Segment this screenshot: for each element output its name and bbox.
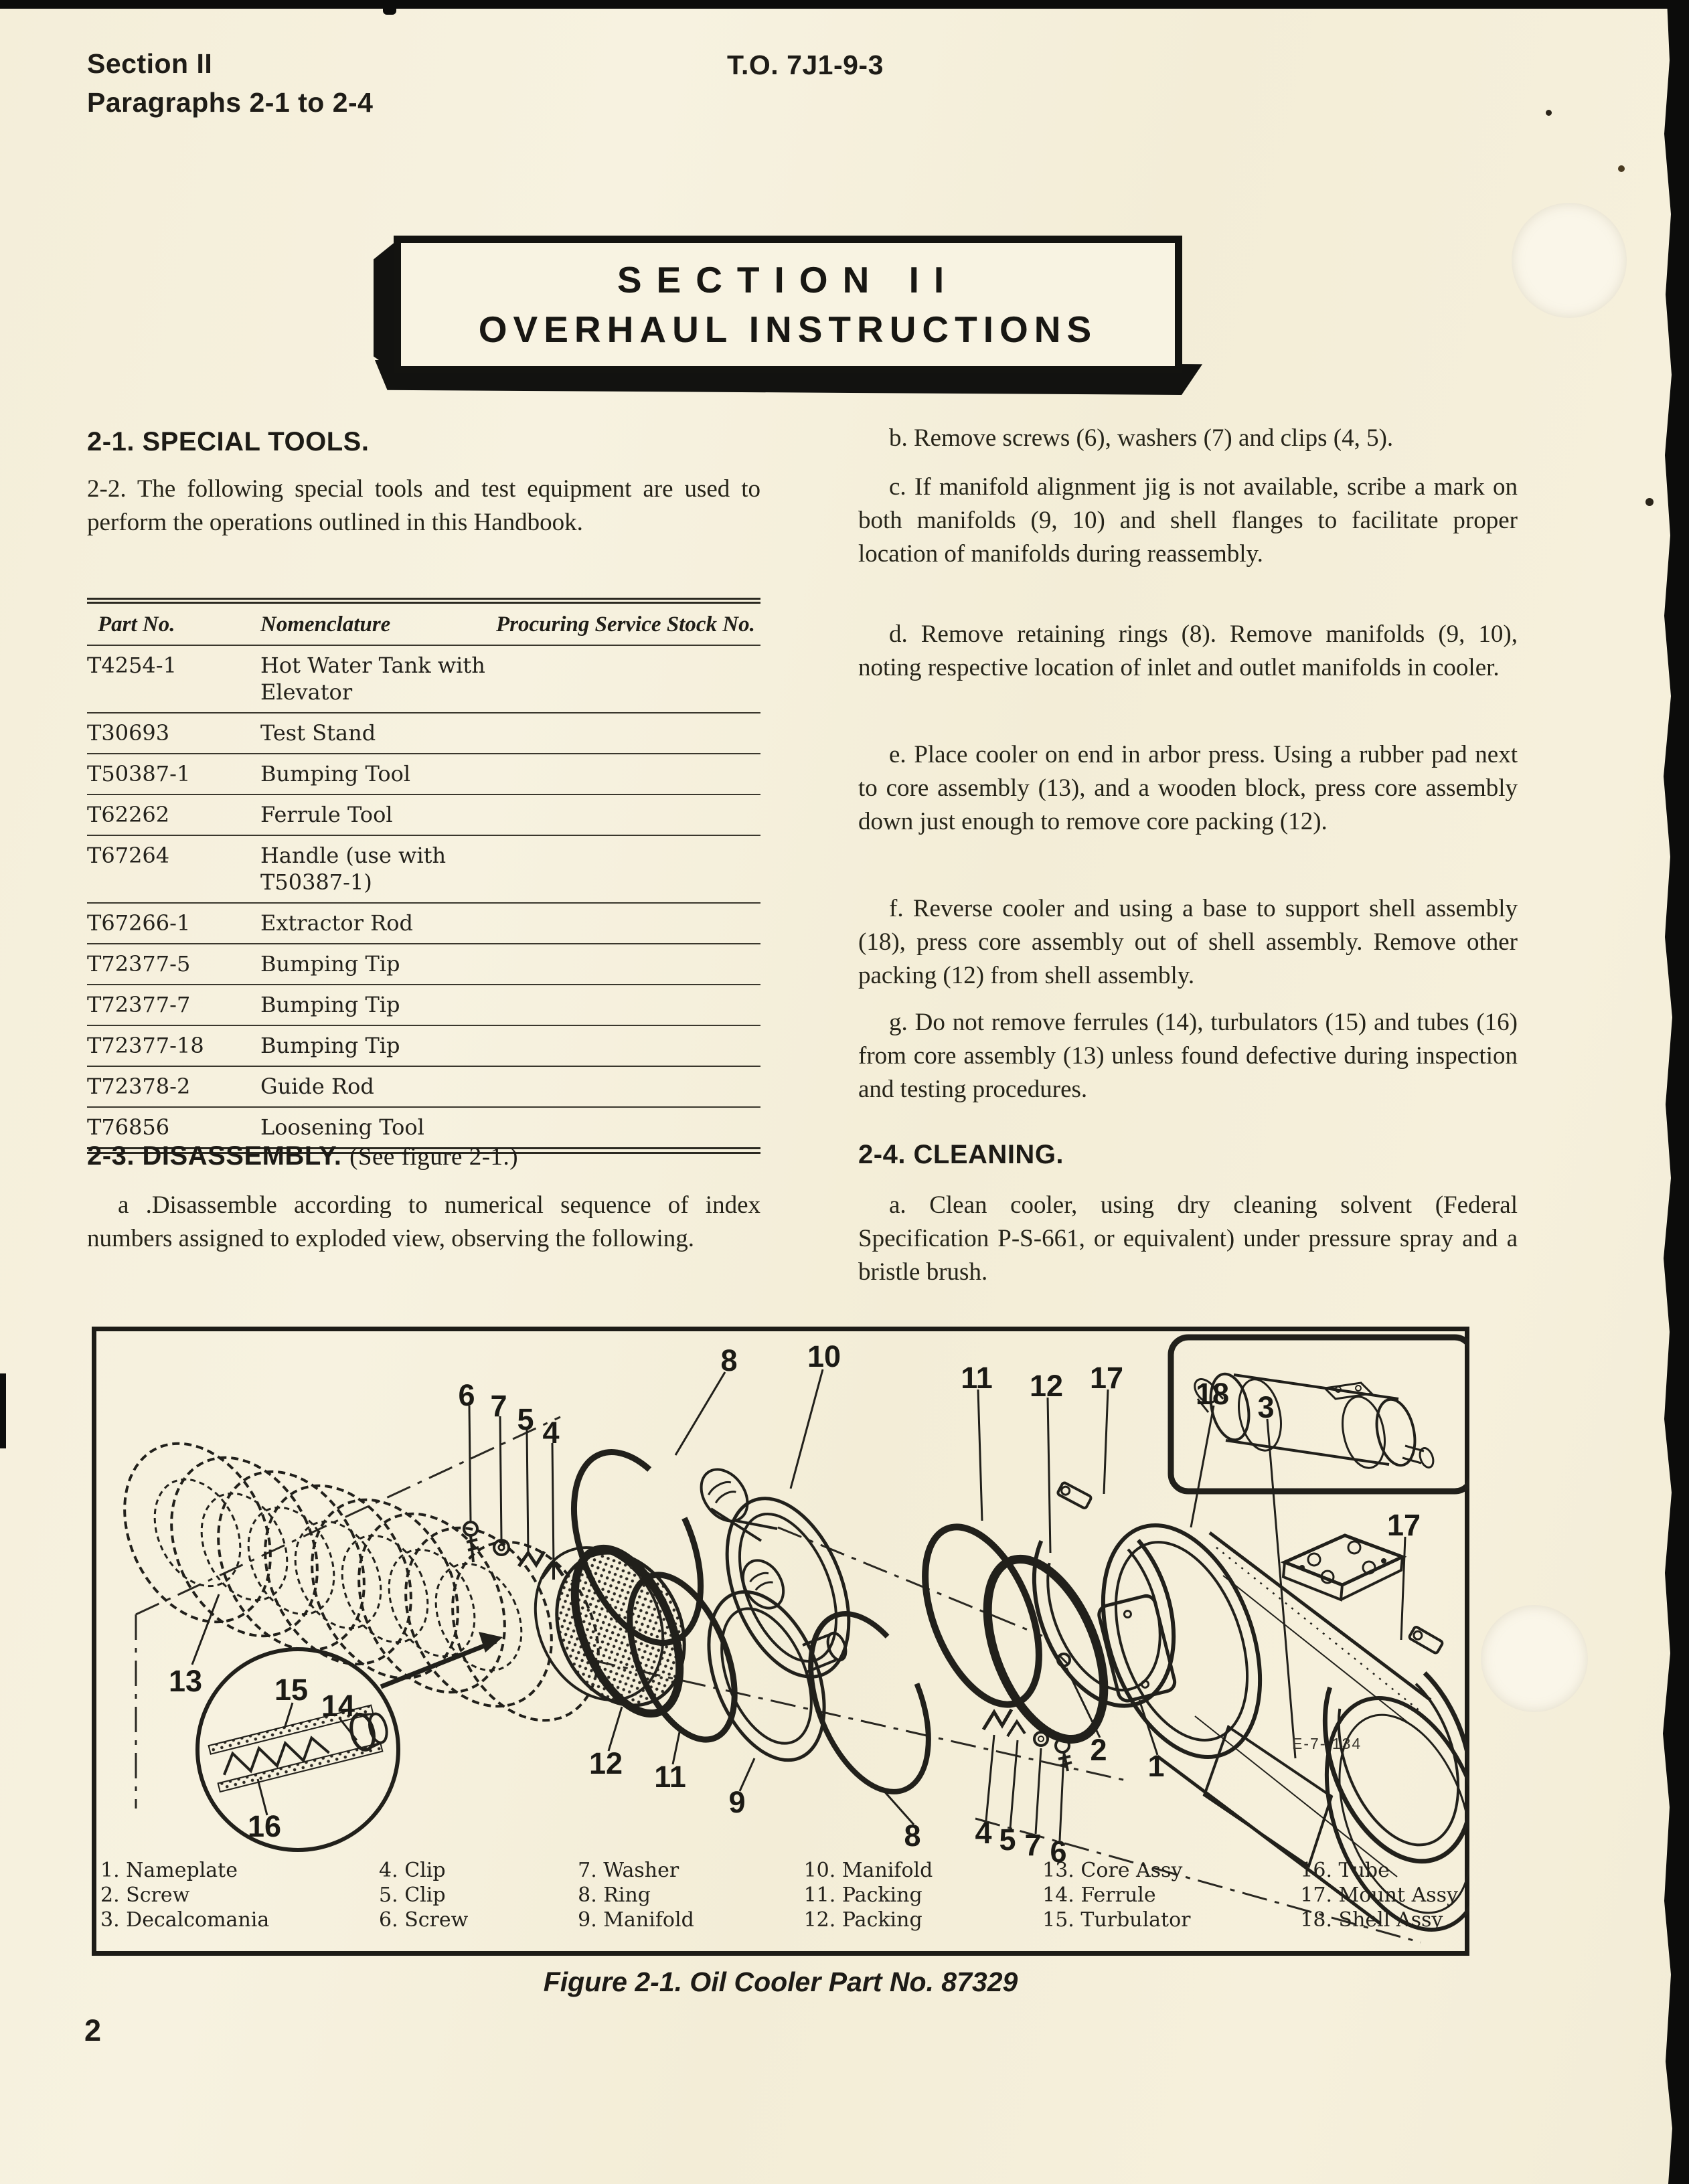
scan-speck <box>1546 110 1552 116</box>
scan-punch-hole <box>1512 203 1627 318</box>
header-to-number: T.O. 7J1-9-3 <box>727 50 884 80</box>
figure-callout: 10 <box>807 1339 841 1373</box>
col-header-part-no: Part No. <box>87 604 260 645</box>
table-row <box>87 645 760 713</box>
para-step-c: c. If manifold alignment jig is not available, scribe a mark on both manifolds (9, 10) and shell flanges to facilitate proper location of manifolds during reassembly. <box>858 473 1518 568</box>
table-row <box>87 944 760 985</box>
figure-callout: 4 <box>975 1816 992 1850</box>
nomenclature: Loosening Tool <box>260 1107 496 1147</box>
para-2-2: 2-2. The following special tools and test equipment are used to perform the operations outlined in this Handbook. <box>87 475 760 536</box>
figure-callout: 17 <box>1386 1508 1421 1542</box>
nomenclature: Bumping Tip <box>260 1025 496 1066</box>
legend-item: 18. Shell Assy <box>1300 1908 1443 1932</box>
part-no: T50387-1 <box>87 754 260 794</box>
table-row <box>87 754 760 794</box>
legend-item: 11. Packing <box>803 1883 922 1907</box>
table-row <box>87 1066 760 1107</box>
col-header-nomenclature: Nomenclature <box>260 604 496 645</box>
scan-right-ragged-edge <box>1660 0 1689 2184</box>
figure-callout: 12 <box>1029 1369 1064 1403</box>
part-no: T30693 <box>87 713 260 754</box>
figure-callout: 11 <box>654 1760 686 1794</box>
table-row <box>87 794 760 835</box>
legend-item: 1. Nameplate <box>100 1859 238 1882</box>
legend-item: 4. Clip <box>379 1859 446 1882</box>
figure-callout: 3 <box>1257 1390 1275 1424</box>
figure-callout: 16 <box>247 1809 282 1843</box>
figure-callout: 17 <box>1089 1361 1124 1395</box>
figure-callout: 6 <box>1050 1835 1067 1869</box>
figure-callout: 8 <box>720 1343 738 1377</box>
para-step-g: g. Do not remove ferrules (14), turbulators (15) and tubes (16) from core assembly (13) unless found defective during inspection and testing procedures. <box>858 1009 1518 1103</box>
header-section: Section II <box>87 48 213 79</box>
scan-left-edge-mark <box>0 1373 6 1448</box>
legend-column <box>379 1858 468 1932</box>
legend-item: 12. Packing <box>803 1908 922 1932</box>
nomenclature: Extractor Rod <box>260 903 496 944</box>
nomenclature: Guide Rod <box>260 1066 496 1107</box>
para-step-f: f. Reverse cooler and using a base to support shell assembly (18), press core assembly out of shell assembly. Remove other packing (12) from shell assembly. <box>858 895 1518 989</box>
nomenclature: Bumping Tip <box>260 985 496 1025</box>
nomenclature: Ferrule Tool <box>260 794 496 835</box>
legend-column <box>578 1858 694 1932</box>
figure-callout: 2 <box>1090 1733 1107 1767</box>
table-row <box>87 985 760 1025</box>
table-row <box>87 713 760 754</box>
legend-item: 3. Decalcomania <box>100 1908 270 1932</box>
special-tools-table <box>87 598 760 1154</box>
assembled-cooler-inset <box>1171 1337 1469 1491</box>
scan-punch-hole <box>1481 1605 1588 1712</box>
legend-column <box>1300 1858 1458 1932</box>
legend-item: 7. Washer <box>578 1859 679 1882</box>
section-title-box <box>394 236 1182 373</box>
legend-item: 6. Screw <box>379 1908 469 1932</box>
legend-column <box>1042 1858 1190 1932</box>
heading-special-tools: 2-1. SPECIAL TOOLS. <box>87 427 370 456</box>
figure-callout: 6 <box>458 1378 475 1412</box>
title-box-bevel <box>374 241 396 372</box>
part-no: T72377-7 <box>87 985 260 1025</box>
nomenclature: Test Stand <box>260 713 496 754</box>
figure-callout: 14 <box>321 1689 355 1723</box>
table-header-row <box>87 604 760 645</box>
legend-item: 2. Screw <box>100 1883 190 1907</box>
figure-legend <box>100 1858 1458 1932</box>
legend-item: 9. Manifold <box>578 1908 694 1932</box>
figure-callout: 13 <box>168 1664 203 1698</box>
scan-speck <box>1618 165 1625 172</box>
figure-callout: 11 <box>961 1361 993 1395</box>
heading-disassembly-number: 2-3. DISASSEMBLY. <box>87 1141 342 1171</box>
scan-top-edge-blot <box>383 9 396 15</box>
figure-callout: 8 <box>904 1819 921 1853</box>
legend-item: 10. Manifold <box>803 1859 933 1882</box>
header-paragraph-range: Paragraphs 2-1 to 2-4 <box>87 87 374 118</box>
para-step-d: d. Remove retaining rings (8). Remove manifolds (9, 10), noting respective location of inlet and outlet manifolds in cooler. <box>858 620 1518 681</box>
part-no: T4254-1 <box>87 653 177 678</box>
figure-callout: 9 <box>728 1785 746 1819</box>
para-disassembly-a: a .Disassemble according to numerical sequence of index numbers assigned to exploded view, observing the following. <box>87 1191 760 1252</box>
part-no: T72378-2 <box>87 1066 260 1107</box>
table-row <box>87 903 760 944</box>
figure-plate-code: E-7- 134 <box>1292 1735 1362 1752</box>
figure-callout: 1 <box>1147 1749 1165 1783</box>
para-step-b: b. Remove screws (6), washers (7) and clips (4, 5). <box>889 424 1394 452</box>
para-cleaning-a: a. Clean cooler, using dry cleaning solvent (Federal Specification P-S-661, or equivalent) under pressure spray and a bristle brush. <box>858 1191 1518 1286</box>
table-row <box>87 835 760 903</box>
figure-callout: 18 <box>1195 1377 1230 1411</box>
legend-item: 16. Tube <box>1300 1859 1390 1882</box>
legend-column <box>100 1858 269 1932</box>
figure-caption: Figure 2-1. Oil Cooler Part No. 87329 <box>543 1966 1018 1997</box>
legend-item: 14. Ferrule <box>1042 1883 1156 1907</box>
legend-column <box>804 1858 933 1932</box>
legend-item: 5. Clip <box>379 1883 446 1907</box>
figure-callout: 4 <box>542 1416 560 1450</box>
para-step-e: e. Place cooler on end in arbor press. Using a rubber pad next to core assembly (13), and a wooden block, press core assembly down just enough to remove core packing (12). <box>858 741 1518 835</box>
table-row <box>87 1025 760 1066</box>
callout-leader-lines <box>192 1369 1405 1841</box>
manifold-10-drawing <box>692 1460 872 1694</box>
part-no: T72377-5 <box>87 944 260 985</box>
legend-item: 13. Core Assy <box>1042 1859 1183 1882</box>
page-number: 2 <box>84 2013 102 2047</box>
section-title: SECTION II <box>617 259 959 301</box>
part-no: T76856 <box>87 1107 260 1147</box>
part-no: T67266-1 <box>87 903 260 944</box>
figure-callout: 5 <box>999 1823 1016 1857</box>
legend-item: 8. Ring <box>578 1883 651 1907</box>
tube-detail-inset <box>197 1632 503 1850</box>
figure-callout: 15 <box>274 1673 309 1707</box>
section-subtitle: OVERHAUL INSTRUCTIONS <box>478 309 1098 350</box>
heading-disassembly-ref: (See figure 2-1.) <box>349 1143 519 1171</box>
part-no: T62262 <box>87 794 260 835</box>
nomenclature: Hot Water Tank with Elevator <box>260 653 485 705</box>
figure-callout: 7 <box>490 1389 507 1423</box>
legend-item: 17. Mount Assy <box>1300 1883 1458 1907</box>
heading-disassembly <box>87 1141 518 1171</box>
figure-callout: 5 <box>517 1402 534 1436</box>
manifold-9-drawing <box>686 1553 849 1777</box>
nomenclature: Handle (use with T50387-1) <box>260 835 496 903</box>
heading-cleaning: 2-4. CLEANING. <box>858 1140 1064 1169</box>
part-no: T72377-18 <box>87 1025 260 1066</box>
legend-item: 15. Turbulator <box>1042 1908 1191 1932</box>
nomenclature: Bumping Tool <box>260 754 496 794</box>
scan-speck <box>1645 498 1654 506</box>
col-header-stock-no: Procuring Service Stock No. <box>496 604 760 645</box>
figure-callout: 12 <box>588 1746 623 1780</box>
part-no: T67264 <box>87 835 260 903</box>
figure-callout: 7 <box>1024 1828 1042 1862</box>
scan-top-edge <box>0 0 1689 9</box>
nomenclature: Bumping Tip <box>260 944 496 985</box>
